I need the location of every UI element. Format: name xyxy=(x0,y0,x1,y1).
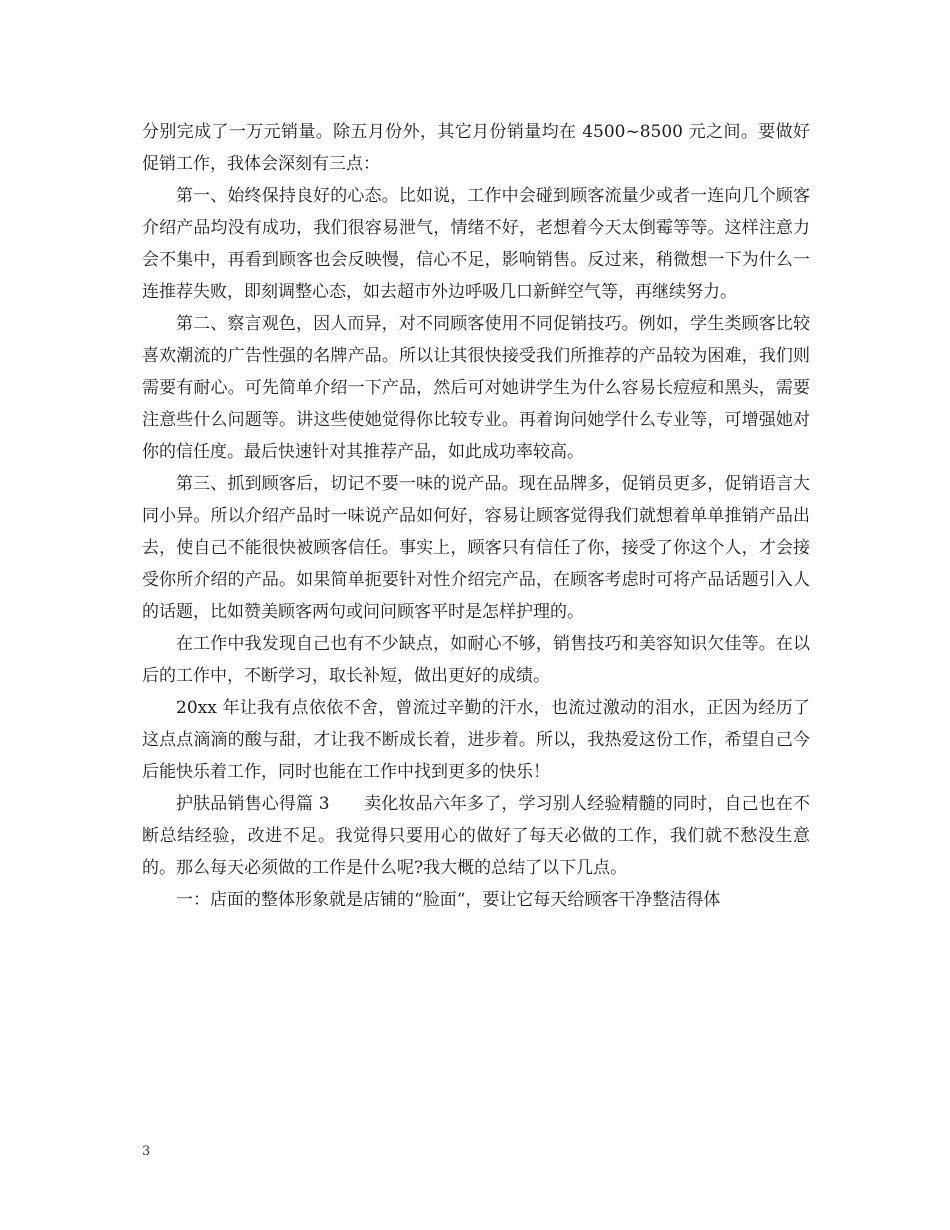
paragraph-point-three: 第三、抓到顾客后，切记不要一味的说产品。现在品牌多，促销员更多，促销语言大同小异。所以介绍产品时一味说产品如何好，容易让顾客觉得我们就想着单单推销产品出去，使自己不能很快被顾客信任。事实上，顾客只有信任了你，接受了你这个人，才会接受你所介绍的产品。如果简单扼要针对性介绍完产品，在顾客考虑时可将产品话题引入人的话题，比如赞美顾客两句或问问顾客平时是怎样护理的。 xyxy=(142,474,810,622)
document-body xyxy=(142,116,810,916)
paragraph-point-two: 第二、察言观色，因人而异，对不同顾客使用不同促销技巧。例如，学生类顾客比较喜欢潮流的广告性强的名牌产品。所以让其很快接受我们所推荐的产品较为困难，我们则需要有耐心。可先简单介绍一下产品，然后可对她讲学生为什么容易长痘痘和黑头，需要注意些什么问题等。讲这些使她觉得你比较专业。再着询问她学什么专业等，可增强她对你的信任度。最后快速针对其推荐产品，如此成功率较高。 xyxy=(142,314,810,462)
page-number: 3 xyxy=(142,1144,151,1159)
paragraph-year-reflection: 20xx 年让我有点依依不舍，曾流过辛勤的汗水，也流过激动的泪水，正因为经历了这点点滴滴的酸与甜，才让我不断成长着，进步着。所以，我热爱这份工作，希望自己今后能快乐着工作，同时也能在工作中找到更多的快乐！ xyxy=(142,698,810,782)
paragraph-shortcomings: 在工作中我发现自己也有不少缺点，如耐心不够，销售技巧和美容知识欠佳等。在以后的工作中，不断学习，取长补短，做出更好的成绩。 xyxy=(142,634,810,686)
paragraph-article-three-intro: 护肤品销售心得篇 3 卖化妆品六年多了，学习别人经验精髓的同时，自己也在不断总结经验，改进不足。我觉得只要用心的做好了每天必做的工作，我们就不愁没生意的。那么每天必须做的工作是什么呢?我大概的总结了以下几点。 xyxy=(142,794,810,878)
paragraph-sales-summary: 分别完成了一万元销量。除五月份外，其它月份销量均在 4500~8500 元之间。要做好促销工作，我体会深刻有三点： xyxy=(142,122,810,174)
paragraph-store-image: 一：店面的整体形象就是店铺的“脸面“，要让它每天给顾客干净整洁得体 xyxy=(176,890,721,910)
paragraph-point-one: 第一、始终保持良好的心态。比如说，工作中会碰到顾客流量少或者一连向几个顾客介绍产品均没有成功，我们很容易泄气，情绪不好，老想着今天太倒霉等等。这样注意力会不集中，再看到顾客也会反映慢，信心不足，影响销售。反过来，稍微想一下为什么一连推荐失败，即刻调整心态，如去超市外边呼吸几口新鲜空气等，再继续努力。 xyxy=(142,186,810,302)
